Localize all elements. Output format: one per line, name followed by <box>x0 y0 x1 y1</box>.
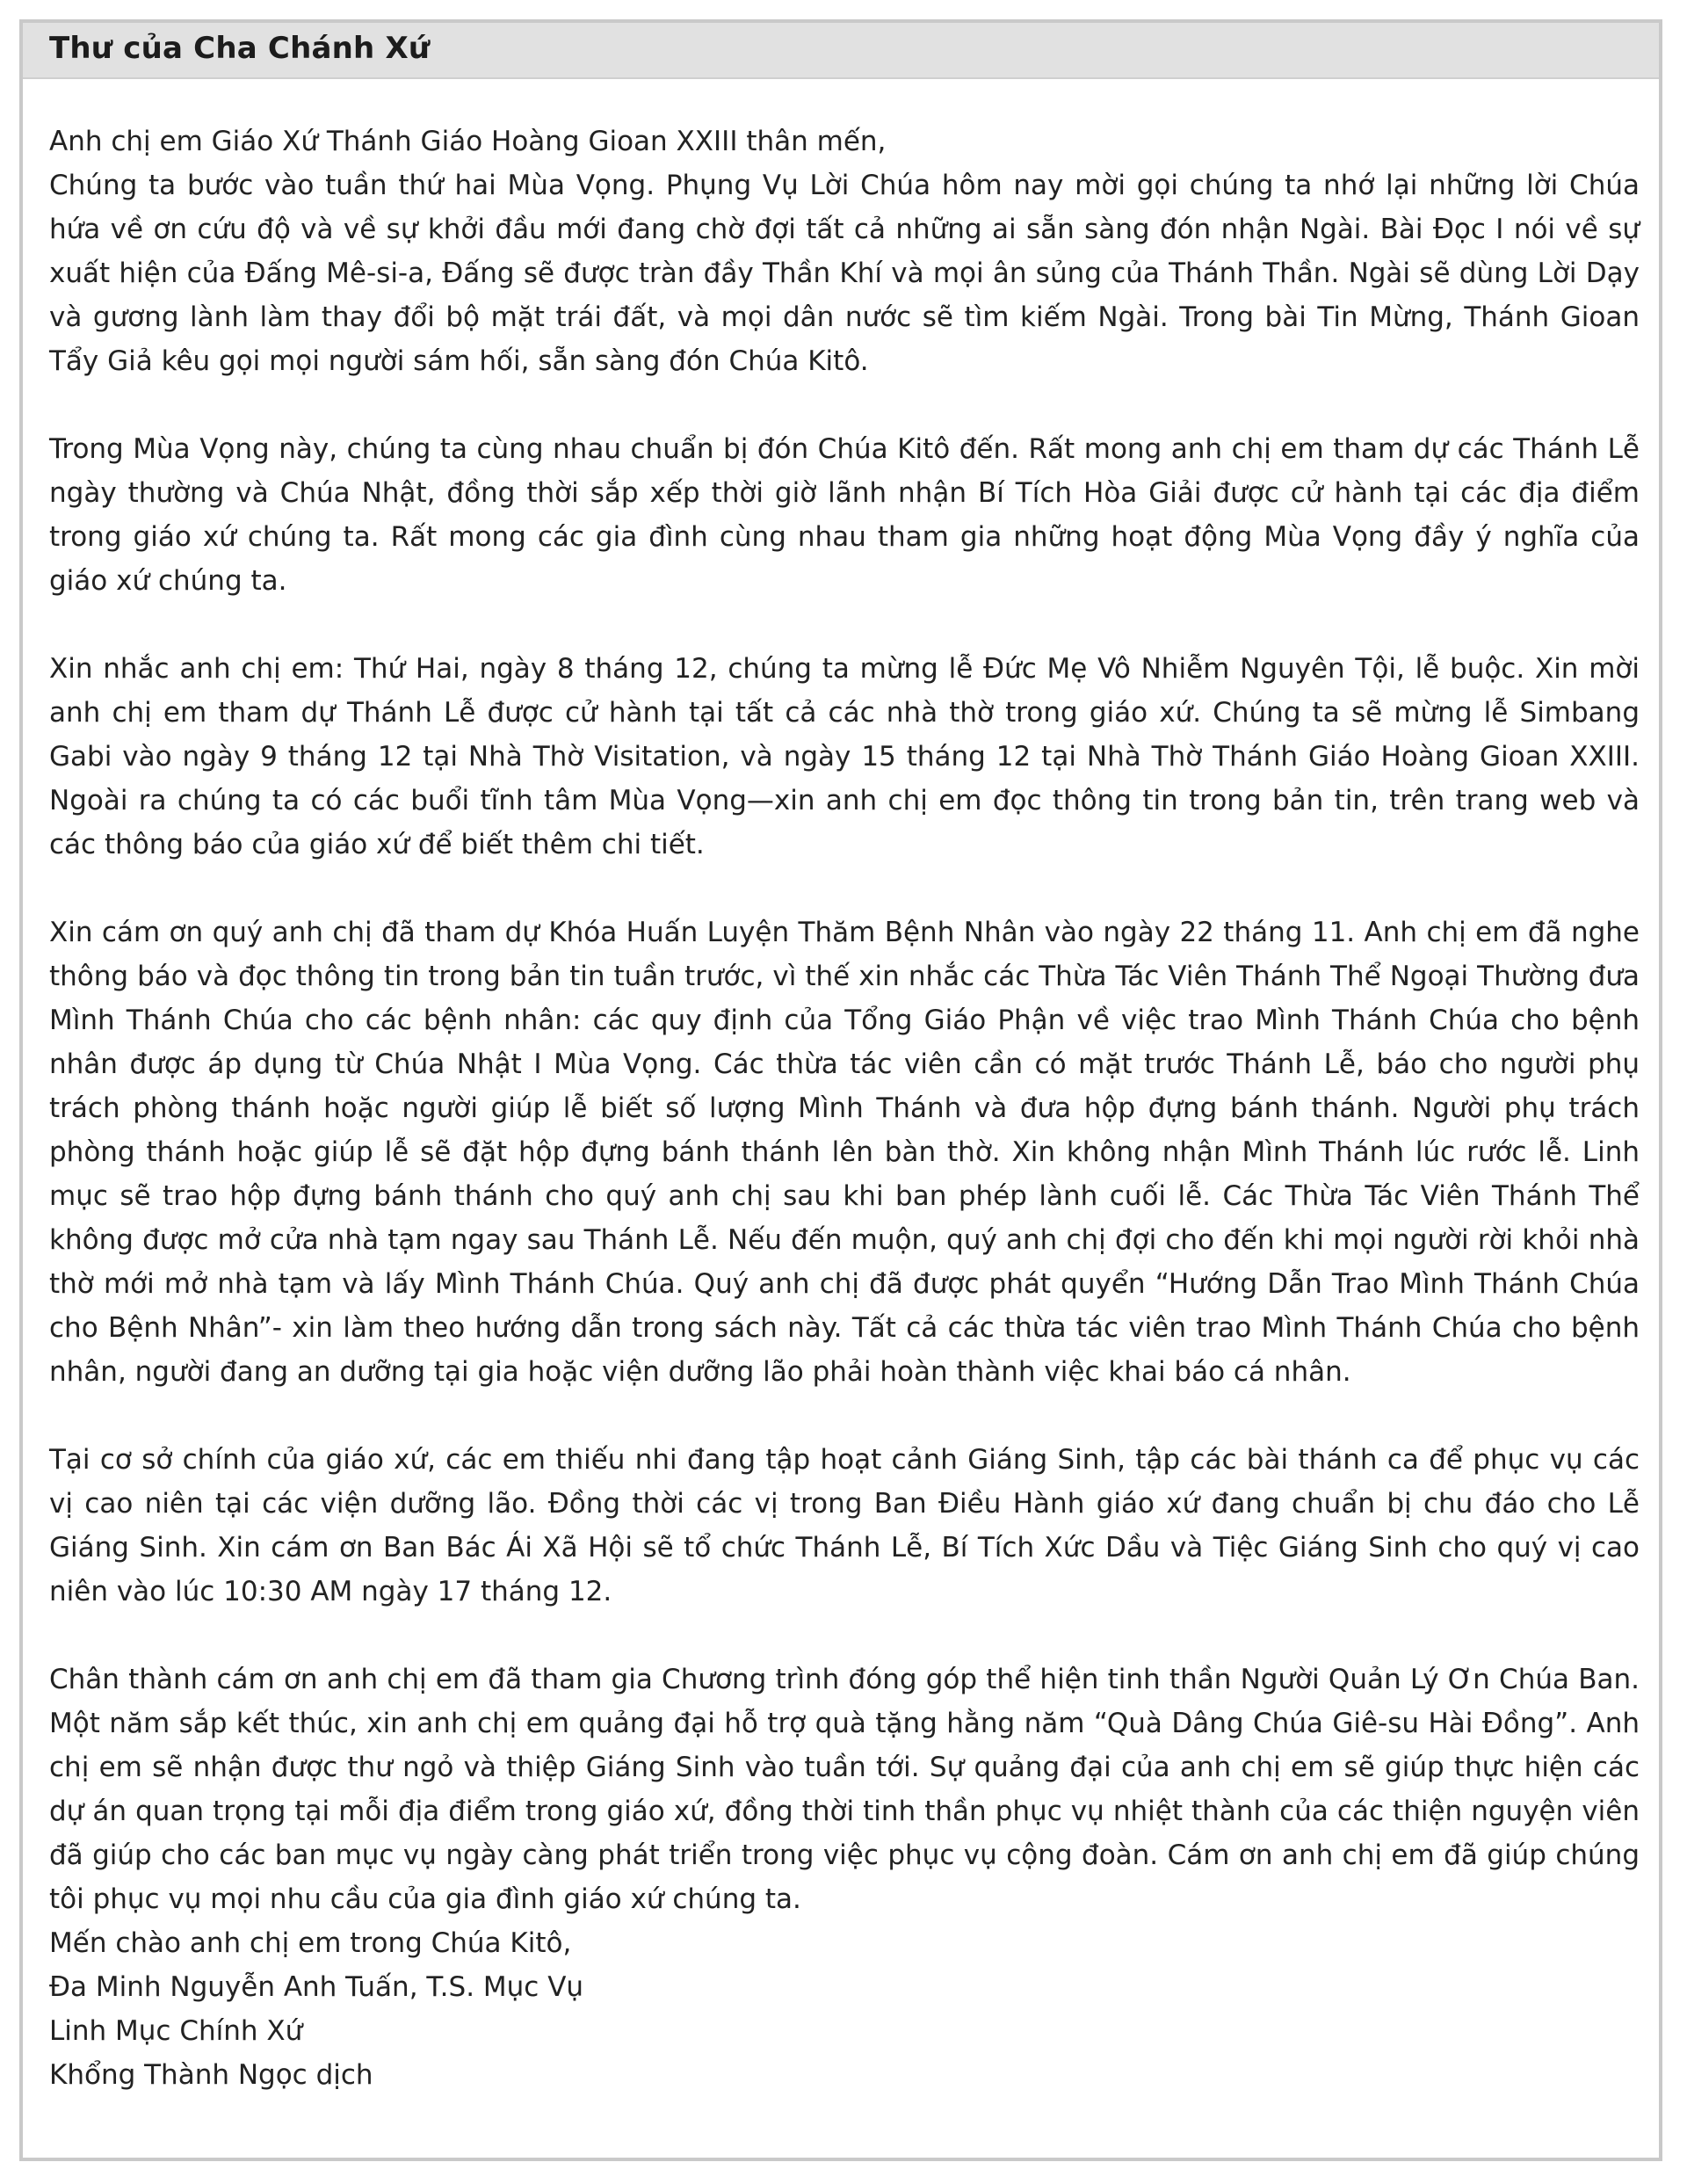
paragraph-feast-reminder: Xin nhắc anh chị em: Thứ Hai, ngày 8 tháng 12, chúng ta mừng lễ Đức Mẹ Vô Nhiễm Nguyên Tội, lễ buộc. Xin mời anh chị em tham dự Thánh Lễ được cử hành tại tất cả các nhà thờ trong giáo xứ. Chúng ta sẽ mừng lễ Simbang Gabi vào ngày 9 tháng 12 tại Nhà Thờ Visitation, và ngày 15 tháng 12 tại Nhà Thờ Thánh Giáo Hoàng Gioan XXIII. Ngoài ra chúng ta có các buổi tĩnh tâm Mùa Vọng—xin anh chị em đọc thông tin trong bản tin, trên trang web và các thông báo của giáo xứ để biết thêm chi tiết. <box>49 653 1640 860</box>
paragraph-advent-week: Chúng ta bước vào tuần thứ hai Mùa Vọng. Phụng Vụ Lời Chúa hôm nay mời gọi chúng ta nhớ lại những lời Chúa hứa về ơn cứu độ và về sự khởi đầu mới đang chờ đợi tất cả những ai sẵn sàng đón nhận Ngài. Bài Đọc I nói về sự xuất hiện của Đấng Mê-si-a, Đấng sẽ được tràn đầy Thần Khí và mọi ân sủng của Thánh Thần. Ngài sẽ dùng Lời Dạy và gương lành làm thay đổi bộ mặt trái đất, và mọi dân nước sẽ tìm kiếm Ngài. Trong bài Tin Mừng, Thánh Gioan Tẩy Giả kêu gọi mọi người sám hối, sẵn sàng đón Chúa Kitô. <box>49 170 1640 377</box>
paragraph-stewardship: Chân thành cám ơn anh chị em đã tham gia Chương trình đóng góp thể hiện tinh thần Người Quản Lý Ơn Chúa Ban. Một năm sắp kết thúc, xin anh chị em quảng đại hỗ trợ quà tặng hằng năm “Quà Dâng Chúa Giê-su Hài Đồng”. Anh chị em sẽ nhận được thư ngỏ và thiệp Giáng Sinh vào tuần tới. Sự quảng đại của anh chị em sẽ giúp thực hiện các dự án quan trọng tại mỗi địa điểm trong giáo xứ, đồng thời tinh thần phục vụ nhiệt thành của các thiện nguyện viên đã giúp cho các ban mục vụ ngày càng phát triển trong việc phục vụ cộng đoàn. Cám ơn anh chị em đã giúp chúng tôi phục vụ mọi nhu cầu của gia đình giáo xứ chúng ta. <box>49 1664 1640 1915</box>
letter-body <box>49 120 1640 2097</box>
paragraph-advent-preparation: Trong Mùa Vọng này, chúng ta cùng nhau chuẩn bị đón Chúa Kitô đến. Rất mong anh chị em tham dự các Thánh Lễ ngày thường và Chúa Nhật, đồng thời sắp xếp thời giờ lãnh nhận Bí Tích Hòa Giải được cử hành tại các địa điểm trong giáo xứ chúng ta. Rất mong các gia đình cùng nhau tham gia những hoạt động Mùa Vọng đầy ý nghĩa của giáo xứ chúng ta. <box>49 433 1640 597</box>
signature-title: Linh Mục Chính Xứ <box>49 2015 303 2047</box>
header-bar <box>23 23 1659 79</box>
signature-name: Đa Minh Nguyễn Anh Tuấn, T.S. Mục Vụ <box>49 1971 584 2003</box>
greeting: Anh chị em Giáo Xứ Thánh Giáo Hoàng Gioan XXIII thân mến, <box>49 126 887 157</box>
page-title: Thư của Cha Chánh Xứ <box>49 31 431 66</box>
letter-frame <box>19 19 1662 2161</box>
translator-credit: Khổng Thành Ngọc dịch <box>49 2059 373 2091</box>
closing-line: Mến chào anh chị em trong Chúa Kitô, <box>49 1927 572 1959</box>
paragraph-sick-ministry: Xin cám ơn quý anh chị đã tham dự Khóa Huấn Luyện Thăm Bệnh Nhân vào ngày 22 tháng 11. Anh chị em đã nghe thông báo và đọc thông tin trong bản tin tuần trước, vì thế xin nhắc các Thừa Tác Viên Thánh Thể Ngoại Thường đưa Mình Thánh Chúa cho các bệnh nhân: các quy định của Tổng Giáo Phận về việc trao Mình Thánh Chúa cho bệnh nhân được áp dụng từ Chúa Nhật I Mùa Vọng. Các thừa tác viên cần có mặt trước Thánh Lễ, báo cho người phụ trách phòng thánh hoặc người giúp lễ biết số lượng Mình Thánh và đưa hộp đựng bánh thánh. Người phụ trách phòng thánh hoặc giúp lễ sẽ đặt hộp đựng bánh thánh lên bàn thờ. Xin không nhận Mình Thánh lúc rước lễ. Linh mục sẽ trao hộp đựng bánh thánh cho quý anh chị sau khi ban phép lành cuối lễ. Các Thừa Tác Viên Thánh Thể không được mở cửa nhà tạm ngay sau Thánh Lễ. Nếu đến muộn, quý anh chị đợi cho đến khi mọi người rời khỏi nhà thờ mới mở nhà tạm và lấy Mình Thánh Chúa. Quý anh chị đã được phát quyển “Hướng Dẫn Trao Mình Thánh Chúa cho Bệnh Nhân”- xin làm theo hướng dẫn trong sách này. Tất cả các thừa tác viên trao Mình Thánh Chúa cho bệnh nhân, người đang an dưỡng tại gia hoặc viện dưỡng lão phải hoàn thành việc khai báo cá nhân. <box>49 917 1640 1388</box>
paragraph-christmas-preparation: Tại cơ sở chính của giáo xứ, các em thiếu nhi đang tập hoạt cảnh Giáng Sinh, tập các bài thánh ca để phục vụ các vị cao niên tại các viện dưỡng lão. Đồng thời các vị trong Ban Điều Hành giáo xứ đang chuẩn bị chu đáo cho Lễ Giáng Sinh. Xin cám ơn Ban Bác Ái Xã Hội sẽ tổ chức Thánh Lễ, Bí Tích Xức Dầu và Tiệc Giáng Sinh cho quý vị cao niên vào lúc 10:30 AM ngày 17 tháng 12. <box>49 1444 1640 1607</box>
